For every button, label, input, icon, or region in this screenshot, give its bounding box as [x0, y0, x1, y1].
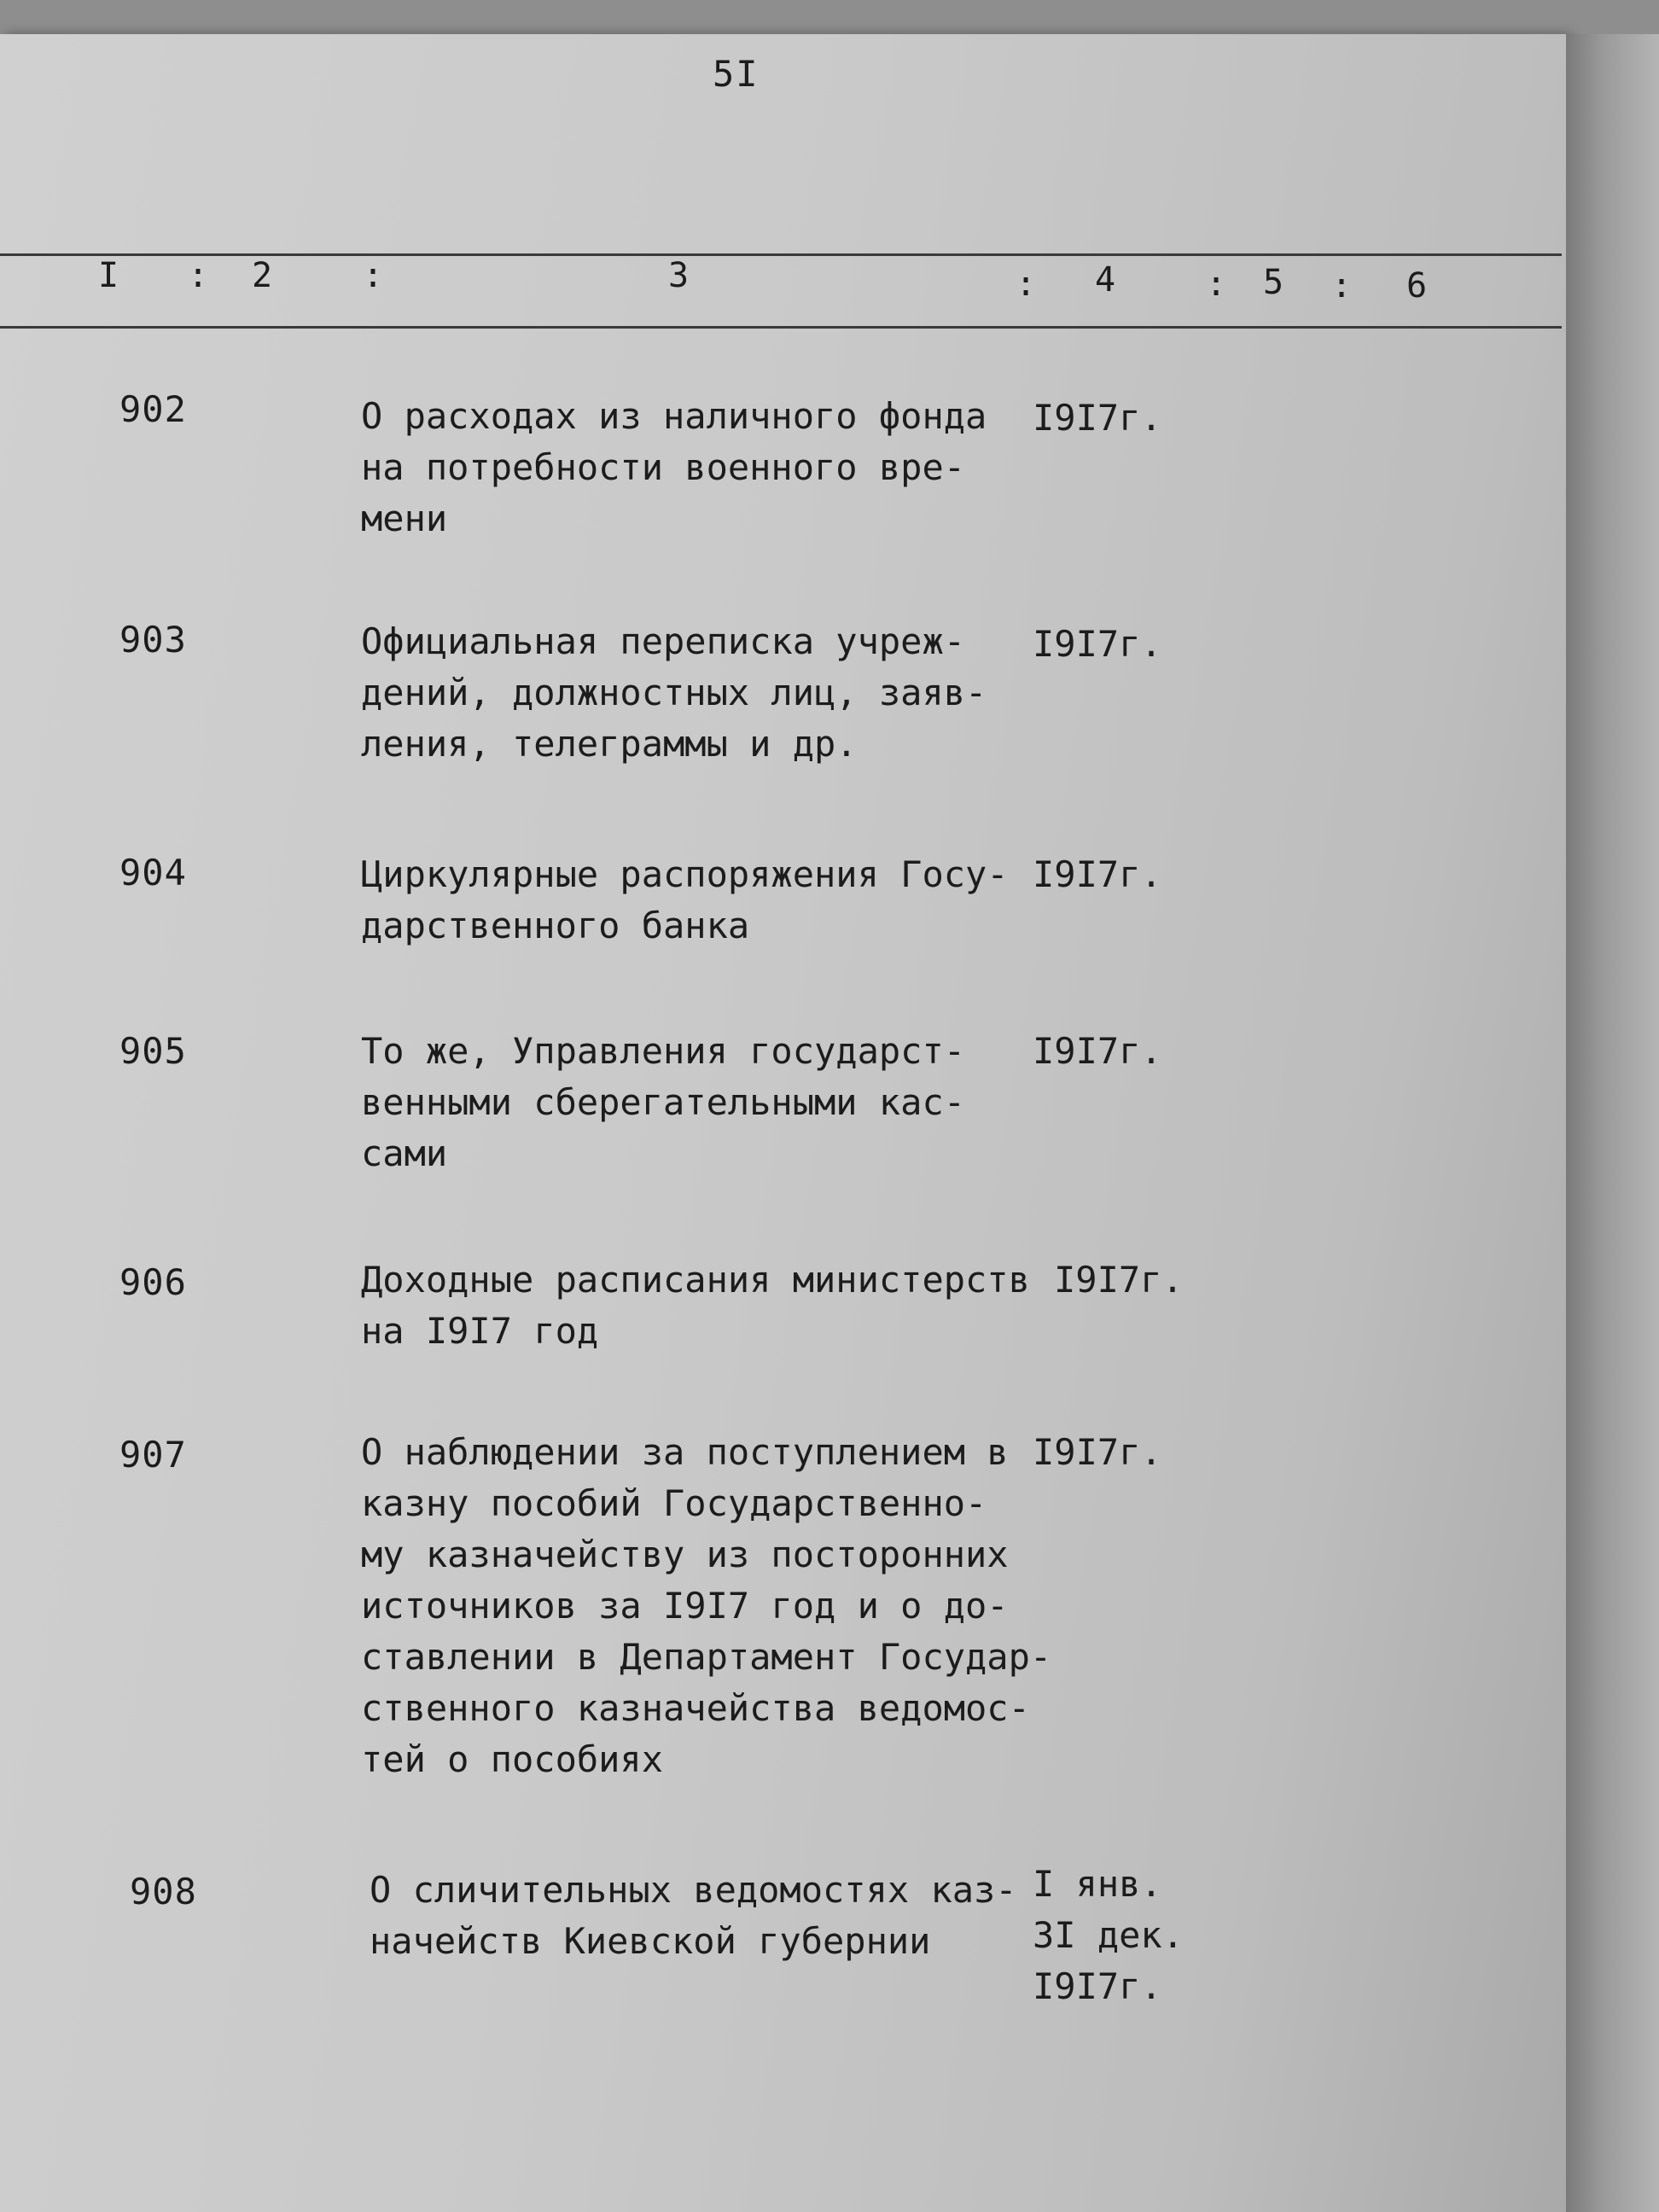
column-separator: :: [363, 256, 384, 295]
entry-title: О расходах из наличного фонда на потребности военного вре- мени: [361, 395, 987, 539]
entry-title: О наблюдении за поступлением в казну пособий Государственно- му казначейству из посторонних источников за I9I7 год и о до- ставлении в Департамент Государ- ственного казначейства ведомос- тей о пособиях: [361, 1431, 1052, 1780]
entry-date: I9I7г.: [1033, 397, 1162, 439]
entry-date: I9I7г.: [1033, 623, 1162, 665]
entry-number: 908: [130, 1871, 197, 1912]
column-separator: :: [1016, 265, 1037, 304]
entry-date: I янв. 3I дек. I9I7г.: [1033, 1863, 1185, 2007]
entry-title: То же, Управления государст- венными сберегательными кас- сами: [361, 1030, 966, 1174]
entry-number: 904: [119, 852, 187, 894]
entry-title: Официальная переписка учреж- дений, должностных лиц, заяв- ления, телеграммы и др.: [361, 620, 987, 765]
entry-title: О сличительных ведомостях каз- начейств Киевской губернии: [370, 1869, 1017, 1962]
page-number: 5I: [713, 53, 760, 95]
column-header-1: I: [98, 256, 119, 295]
entry-number: 905: [119, 1030, 187, 1072]
entry-title: Циркулярные распоряжения Госу- дарственного банка: [361, 853, 1009, 946]
entry-title: Доходные расписания министерств на I9I7 год: [361, 1259, 1030, 1352]
entry-number: 906: [119, 1261, 187, 1303]
header-rule-bottom: [0, 326, 1562, 329]
page-edge: [1566, 34, 1659, 2212]
entry-date: I9I7г.: [1033, 1431, 1162, 1473]
column-header-2: 2: [252, 256, 273, 295]
column-header-5: 5: [1263, 263, 1284, 302]
column-header-6: 6: [1406, 266, 1428, 306]
entry-number: 907: [119, 1434, 187, 1476]
column-separator: :: [1206, 265, 1227, 304]
column-header-3: 3: [668, 256, 690, 295]
entry-date: I9I7г.: [1054, 1259, 1184, 1301]
entry-number: 902: [119, 388, 187, 430]
entry-date: I9I7г.: [1033, 853, 1162, 895]
column-separator: :: [1331, 266, 1353, 306]
header-rule-top: [0, 253, 1562, 256]
column-separator: :: [188, 256, 209, 295]
entry-number: 903: [119, 619, 187, 661]
entry-date: I9I7г.: [1033, 1030, 1162, 1072]
column-header-4: 4: [1095, 260, 1116, 300]
